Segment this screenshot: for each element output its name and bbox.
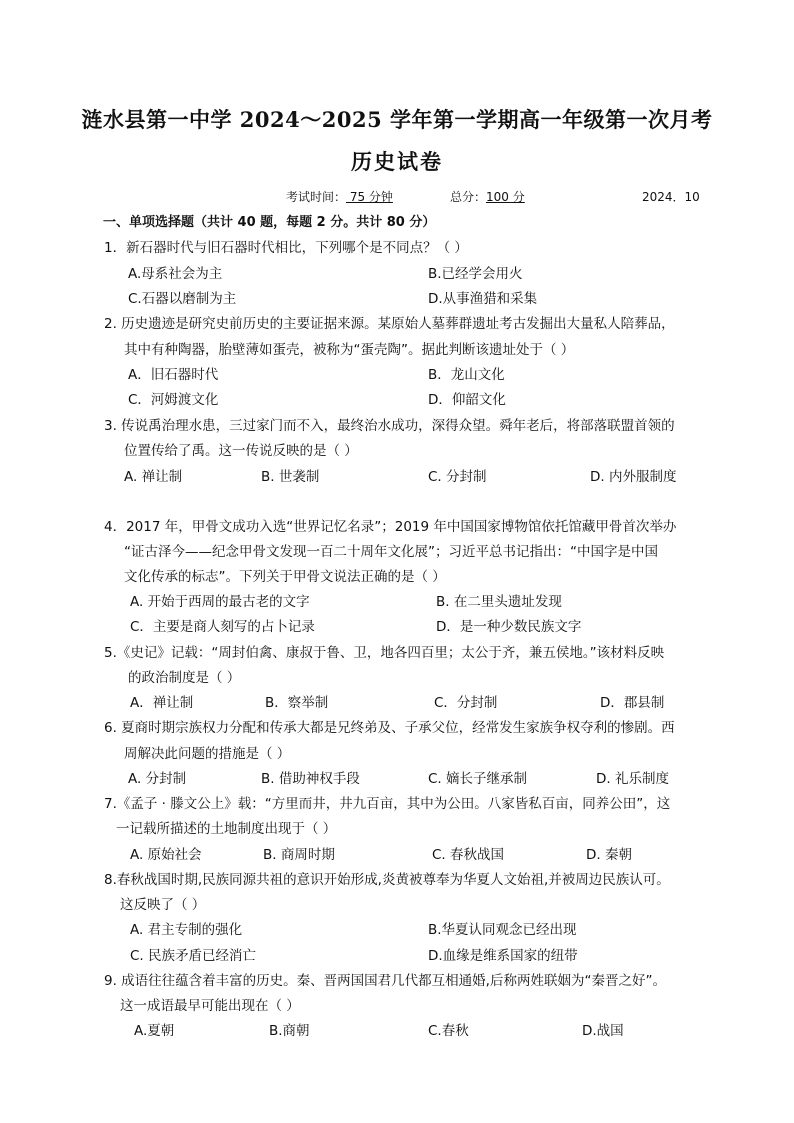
question-stem: 2. 历史遗迹是研究史前历史的主要证据来源。某原始人墓葬群遗址考古发掘出大量私人陪葬品，: [104, 316, 675, 332]
question-stem: 一记载所描述的土地制度出现于（ ）: [116, 821, 337, 837]
question-stem: 8.春秋战国时期,民族同源共祖的意识开始形成,炎黄被尊奉为华夏人文始祖,并被周边民族认可。: [104, 872, 670, 888]
option-a: A. 分封制: [128, 771, 187, 787]
exam-time-value: 75 分钟: [346, 190, 393, 204]
exam-date: 2024．10: [642, 190, 700, 204]
option-a: A．旧石器时代: [128, 367, 219, 383]
option-a: A. 君主专制的强化: [130, 922, 243, 938]
exam-title: 涟水县第一中学 2024～2025 学年第一学期高一年级第一次月考: [81, 107, 713, 132]
option-d: D.战国: [582, 1023, 624, 1039]
option-d: D. 礼乐制度: [596, 771, 669, 787]
question-stem: 7.《孟子 · 滕文公上》载：“方里而井，井九百亩，其中为公田。八家皆私百亩，同养公田”，这: [104, 796, 671, 812]
option-d: D. 内外服制度: [590, 469, 677, 485]
question-stem: 的政治制度是（ ）: [128, 670, 241, 686]
option-d: D.血缘是维系国家的纽带: [428, 948, 578, 964]
option-c: C．主要是商人刻写的占卜记录: [130, 619, 315, 635]
question-stem: 文化传承的标志”。下列关于甲骨文说法正确的是（ ）: [124, 569, 446, 585]
question-stem: 3. 传说禹治理水患，三过家门而不入，最终治水成功，深得众望。舜年老后，将部落联盟首领的: [104, 418, 675, 434]
exam-time: [286, 188, 393, 205]
question-stem: 这反映了（ ）: [120, 897, 206, 913]
question-stem: 周解决此问题的措施是（ ）: [124, 746, 291, 762]
option-b: B. 商周时期: [263, 847, 335, 863]
section-heading: 一、单项选择题（共计 40 题，每题 2 分。共计 80 分）: [103, 215, 436, 230]
option-a: A.母系社会为主: [128, 266, 223, 282]
option-b: B. 在二里头遗址发现: [436, 594, 562, 610]
option-b: B. 借助神权手段: [261, 771, 360, 787]
option-b: B．察举制: [265, 695, 329, 711]
option-c: C．河姆渡文化: [128, 392, 219, 408]
question-stem: 4．2017 年，甲骨文成功入选“世界记忆名录”；2019 年中国国家博物馆依托馆藏甲骨首次举办: [104, 519, 677, 535]
option-c: C．分封制: [434, 695, 498, 711]
question-stem: 5.《史记》记载：“周封伯禽、康叔于鲁、卫，地各四百里；太公于齐，兼五侯地。”该材料反映: [104, 645, 665, 661]
option-c: C. 嫡长子继承制: [428, 771, 528, 787]
option-c: C. 分封制: [428, 469, 487, 485]
option-d: D．是一种少数民族文字: [436, 619, 582, 635]
option-a: A.夏朝: [134, 1023, 175, 1039]
question-stem: “证古泽今——纪念甲骨文发现一百二十周年文化展”；习近平总书记指出：“中国字是中国: [124, 544, 658, 560]
option-b: B.已经学会用火: [428, 266, 523, 282]
option-c: C. 春秋战国: [432, 847, 505, 863]
exam-time-label: 考试时间：: [286, 190, 347, 204]
option-b: B.商朝: [269, 1023, 310, 1039]
exam-subtitle: 历史试卷: [351, 149, 443, 174]
option-c: C.石器以磨制为主: [128, 291, 237, 307]
option-a: A. 禅让制: [124, 469, 183, 485]
option-a: A. 开始于西周的最古老的文字: [130, 594, 310, 610]
total-score-label: 总分：: [450, 190, 487, 204]
question-stem: 这一成语最早可能出现在（ ）: [120, 998, 300, 1014]
option-c: C.春秋: [428, 1023, 469, 1039]
option-a: A. 原始社会: [130, 847, 202, 863]
option-d: D. 秦朝: [586, 847, 632, 863]
question-stem: 其中有种陶器，胎壁薄如蛋壳，被称为“蛋壳陶”。据此判断该遗址处于（ ）: [124, 342, 575, 358]
option-a: A．禅让制: [130, 695, 194, 711]
question-stem: 6. 夏商时期宗族权力分配和传承大都是兄终弟及、子承父位，经常发生家族争权夺利的惨剧。西: [104, 720, 675, 736]
option-d: D．郡县制: [600, 695, 665, 711]
question-stem: 位置传给了禹。这一传说反映的是（ ）: [124, 443, 358, 459]
option-d: D．仰韶文化: [428, 392, 506, 408]
option-d: D.从事渔猎和采集: [428, 291, 538, 307]
total-score: [450, 188, 525, 205]
question-stem: 1．新石器时代与旧石器时代相比，下列哪个是不同点？（ ）: [104, 240, 468, 256]
option-c: C. 民族矛盾已经消亡: [130, 948, 257, 964]
option-b: B.华夏认同观念已经出现: [428, 922, 577, 938]
total-score-value: 100 分: [486, 190, 525, 204]
question-stem: 9. 成语往往蕴含着丰富的历史。秦、晋两国国君几代都互相通婚,后称两姓联姻为“秦晋之好”。: [104, 973, 666, 989]
option-b: B．龙山文化: [428, 367, 505, 383]
option-b: B. 世袭制: [261, 469, 320, 485]
